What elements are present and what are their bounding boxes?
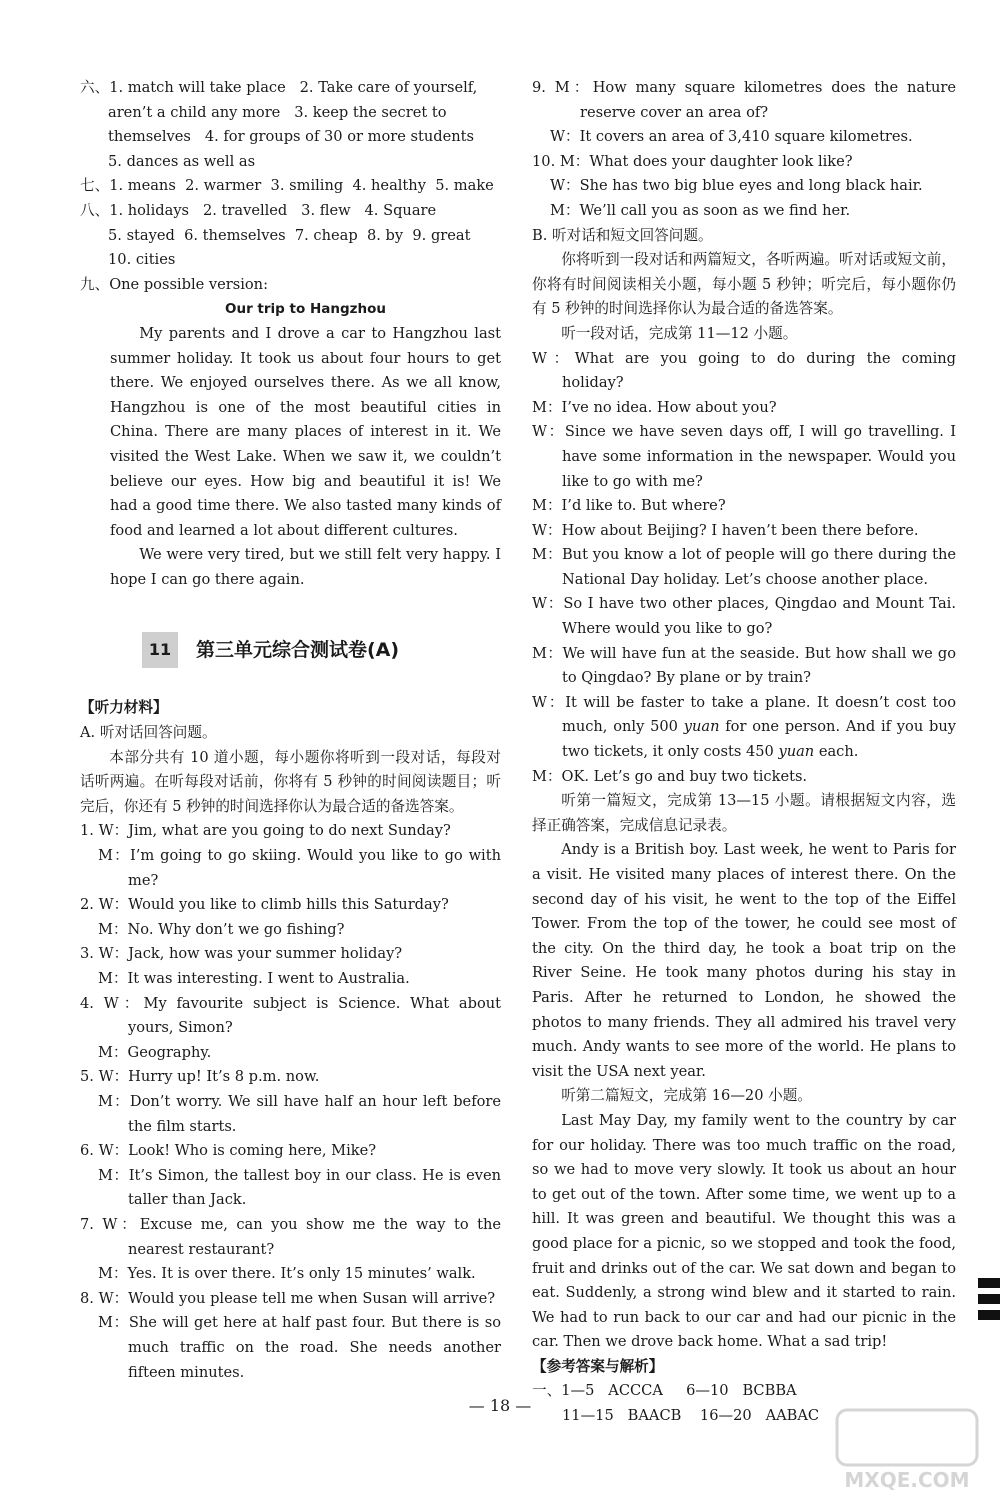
answer-6-2: 2. Take care of yourself, (299, 79, 478, 96)
answer-6-3: 3. keep the secret to (294, 103, 447, 121)
dialogue-line: 7. W：Excuse me, can you show me the way to the nearest restaurant? (80, 1215, 501, 1258)
conversation-line: M：I’d like to. But where? (532, 497, 726, 515)
conversation-line: W：So I have two other places, Qingdao and Mount Tai. Where would you like to go? (532, 595, 956, 638)
dialogue-line: W：It covers an area of 3,410 square kilometres. (550, 128, 913, 146)
sample-essay (80, 322, 501, 593)
dialogue-line: M：Geography. (98, 1043, 212, 1061)
section-six-label: 六、 (80, 79, 110, 96)
listening-material-heading: 【听力材料】 (80, 699, 168, 717)
dialogue-line: 5. W：Hurry up! It’s 8 p.m. now. (80, 1068, 320, 1086)
watermark-logo (832, 1405, 982, 1495)
answer-6-3b: themselves (108, 128, 191, 146)
conversation-line: M：We will have fun at the seaside. But how shall we go to Qingdao? By plane or by train? (532, 644, 956, 687)
essay-title: Our trip to Hangzhou (224, 301, 386, 318)
answer-6-1: 1. match will take place (109, 79, 286, 96)
conversation-line: M：I’ve no idea. How about you? (532, 398, 777, 416)
section-seven-answers: 七、1. means 2. warmer 3. smiling 4. healthy 5. make (80, 177, 494, 195)
dialogue-line: M：Yes. It is over there. It’s only 15 minutes’ walk. (98, 1265, 476, 1283)
right-column (532, 76, 956, 1429)
answer-6-2b: aren’t a child any more (108, 103, 281, 121)
dialogue-line: M：It’s Simon, the tallest boy in our class. He is even taller than Jack. (98, 1166, 501, 1209)
answer-key-row-2: 11—15 BAACB 16—20 AABAC (562, 1407, 820, 1425)
dialogue-line: 6. W：Look! Who is coming here, Mike? (80, 1142, 377, 1160)
dialogue-line: W：She has two big blue eyes and long black hair. (550, 177, 923, 195)
section-title: 第三单元综合测试卷(A) (196, 639, 400, 662)
conversation-line: W：What are you going to do during the coming holiday? (532, 349, 956, 392)
part-a-instructions: 本部分共有 10 道小题，每小题你将听到一段对话，每段对话听两遍。在听每段对话前，你将有 5 秒钟的时间阅读题目；听完后，你还有 5 秒钟的时间选择你认为最合适的备选答案。 (80, 748, 501, 815)
section-eight-answers-2: 5. stayed 6. themselves 7. cheap 8. by 9. great (108, 226, 471, 244)
conversation-line: M：OK. Let’s go and buy two tickets. (532, 767, 808, 785)
edge-tab-marks (978, 1278, 1000, 1326)
section-eight-answers-1: 八、1. holidays 2. travelled 3. flew 4. Square (80, 201, 437, 219)
part-b-heading: B. 听对话和短文回答问题。 (532, 226, 713, 244)
answer-6-5: 5. dances as well as (108, 152, 256, 170)
dialogue-line: M：No. Why don’t we go fishing? (98, 920, 345, 938)
section-header (80, 632, 501, 668)
essay-paragraph-1: My parents and I drove a car to Hangzhou last summer holiday. It took us about four hours to get there. We enjoyed ourselves there. As we all know, Hangzhou is one of the most beautiful cities in China. There are many places of interest in it. We visited the West Lake. When we saw it, we couldn’t believe our eyes. How big and beautiful it is! We had a good time there. We also tasted many kinds of food and learned a lot about different cultures. (110, 324, 501, 539)
dialogue-line: 1. W：Jim, what are you going to do next Sunday? (80, 822, 451, 840)
essay-paragraph-2: We were very tired, but we still felt very happy. I hope I can go there again. (110, 546, 501, 588)
part-a-heading: A. 听对话回答问题。 (80, 724, 217, 742)
passage-2-heading: 听第二篇短文，完成第 16—20 小题。 (561, 1087, 812, 1105)
dialogue-line: 4. W：My favourite subject is Science. What about yours, Simon? (80, 994, 501, 1037)
answer-6-4: 4. for groups of 30 or more students (204, 128, 474, 146)
left-column (80, 76, 501, 1385)
dialogue-line: M：She will get here at half past four. But there is so much traffic on the road. She needs another fifteen minutes. (98, 1314, 501, 1381)
answer-key-row-1: 一、1—5 ACCCA 6—10 BCBBA (532, 1382, 797, 1400)
passage-1-text: Andy is a British boy. Last week, he went to Paris for a visit. He visited many places of interest there. On the second day of his visit, he went to the top of the Eiffel Tower. From the top of the tower, he could see most of the city. On the third day, he took a boat trip on the River Seine. He took many photos during his stay in Paris. After he returned to London, he showed the photos to many friends. They all admired his travel very much. Andy wants to see more of the world. He plans to visit the USA next year. (532, 841, 956, 1080)
conversation-heading: 听一段对话，完成第 11—12 小题。 (561, 324, 798, 342)
dialogue-line: 9. M：How many square kilometres does the nature reserve cover an area of? (532, 79, 956, 121)
dialogue-line: 2. W：Would you like to climb hills this Saturday? (80, 896, 449, 914)
watermark-text: MXQE.COM (844, 1468, 970, 1492)
conversation-line: M：But you know a lot of people will go there during the National Day holiday. Let’s choose another place. (532, 546, 956, 588)
section-nine-label: 九、One possible version: (80, 275, 269, 293)
answer-key-heading: 【参考答案与解析】 (532, 1357, 664, 1375)
page-number: — 18 — (468, 1396, 532, 1415)
dialogue-line: 3. W：Jack, how was your summer holiday? (80, 945, 403, 963)
dialogue-line: M：I’m going to go skiing. Would you like to go with me? (98, 847, 501, 889)
conversation-line: W：How about Beijing? I haven’t been there before. (532, 521, 919, 539)
dialogue-line: 8. W：Would you please tell me when Susan will arrive? (80, 1289, 496, 1307)
passage-2-text: Last May Day, my family went to the country by car for our holiday. There was too much traffic on the road, so we had to move very slowly. It took us about an hour to get out of the town. After some time, we went up to a hill. It was green and beautiful. We thought this was a good place for a picnic, so we stopped and took the food, fruit and drinks out of the car. We sat down and began to eat. Suddenly, a strong wind blew and it started to rain. We had to run back to our car and had our picnic in the car. Then we drove back home. What a sad trip! (532, 1111, 956, 1351)
conversation-line: W：Since we have seven days off, I will go travelling. I have some information in the newspaper. Would you like to go with me? (532, 423, 956, 490)
dialogue-line: M：Don’t worry. We sill have half an hour left before the film starts. (98, 1092, 501, 1135)
conversation-line: W：It will be faster to take a plane. It doesn’t cost too much, only 500 yuan for one person. And if you buy two tickets, it only costs 450 yuan each. (532, 693, 956, 761)
dialogue-line: 10. M：What does your daughter look like? (532, 152, 853, 170)
dialogue-line: M：We’ll call you as soon as we find her. (550, 201, 851, 219)
section-number-badge: 11 (142, 632, 178, 668)
dialogue-line: M：It was interesting. I went to Australia. (98, 970, 410, 987)
part-b-instructions: 你将听到一段对话和两篇短文，各听两遍。听对话或短文前，你将有时间阅读相关小题，每小题 5 秒钟；听完后，每小题你仍有 5 秒钟的时间选择你认为最合适的备选答案。 (532, 251, 956, 318)
section-eight-answers-3: 10. cities (108, 251, 176, 269)
passage-1-heading: 听第一篇短文，完成第 13—15 小题。请根据短文内容，选择正确答案，完成信息记录表。 (532, 792, 956, 834)
